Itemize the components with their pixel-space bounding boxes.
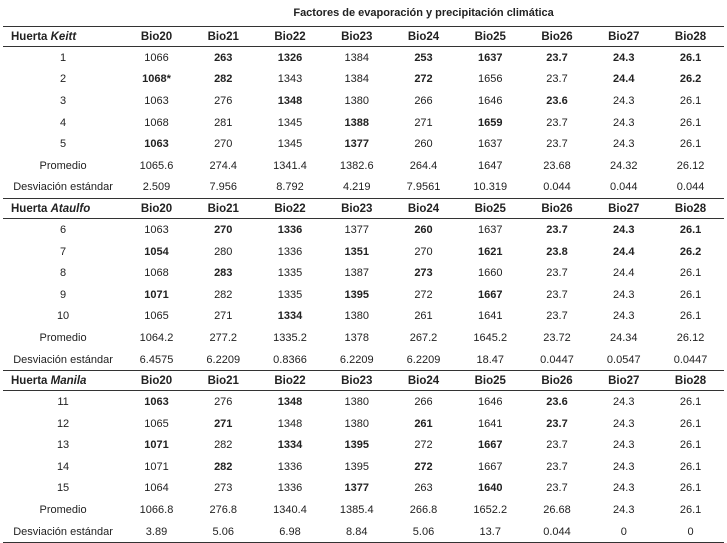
section-name-italic: Ataulfo (50, 202, 91, 215)
table-cell: 26.2 (679, 73, 702, 86)
table-cell: 276.8 (209, 504, 238, 517)
section-name-prefix: Huerta (11, 374, 51, 387)
table-cell: 23.7 (546, 138, 568, 151)
table-cell: 1063 (144, 94, 169, 107)
table-cell: 23.6 (546, 94, 568, 107)
table-row (3, 499, 724, 521)
table-cell: 8.792 (276, 181, 304, 194)
table-row (3, 306, 724, 328)
table-cell: 24.3 (613, 94, 635, 107)
column-header-bio25: Bio25 (457, 371, 524, 391)
table-cell: 26.1 (679, 504, 702, 517)
table-cell: 6.4575 (139, 353, 174, 366)
table-row (3, 112, 724, 134)
table-cell: 1377 (344, 223, 369, 236)
table-cell: 272 (414, 439, 433, 452)
table-cell: 0.8366 (273, 353, 307, 366)
table-cell: 24.4 (613, 73, 635, 86)
table-cell: 1377 (344, 138, 369, 151)
table-row (3, 69, 724, 91)
column-header-bio23: Bio23 (323, 27, 390, 47)
table-super-header (3, 0, 724, 27)
table-row (3, 262, 724, 284)
section-header-row (3, 371, 724, 391)
table-cell: 6.2209 (339, 353, 374, 366)
table-cell: 24.4 (613, 245, 635, 258)
table-cell: 1656 (478, 73, 503, 86)
table-cell: 0.0447 (540, 353, 574, 366)
table-cell: 1071 (144, 439, 169, 452)
table-cell: 263 (214, 51, 233, 64)
table-cell: 1646 (478, 396, 503, 409)
table-cell: 1348 (277, 94, 303, 107)
table-cell: 271 (214, 310, 233, 323)
column-header-bio22: Bio22 (257, 371, 324, 391)
table-cell: 272 (414, 460, 433, 473)
table-cell: 267.2 (409, 331, 438, 344)
column-header-bio23: Bio23 (323, 371, 390, 391)
table-cell: 0.044 (524, 521, 591, 543)
table-cell: 1645.2 (473, 331, 508, 344)
table-cell: 0.0547 (606, 353, 641, 366)
table-cell: 1384 (344, 51, 369, 64)
table-cell: 0 (657, 521, 724, 543)
table-cell: 253 (414, 51, 433, 64)
table-cell: 26.68 (543, 504, 571, 517)
table-cell: 1380 (344, 310, 369, 323)
table-cell: 7.956 (209, 181, 238, 194)
table-cell: 282 (214, 439, 233, 452)
table-cell: 261 (414, 310, 433, 323)
row-label: 5 (60, 138, 67, 151)
table-cell: 5.06 (390, 521, 457, 543)
table-cell: 24.3 (613, 288, 635, 301)
column-header-bio26: Bio26 (524, 27, 591, 47)
table-cell: 26.1 (679, 460, 702, 473)
table-cell: 1387 (344, 267, 369, 280)
section-name-prefix: Huerta (11, 202, 51, 215)
table-cell: 1385.4 (339, 504, 374, 517)
climate-factors-table (3, 0, 724, 543)
table-cell: 273 (214, 482, 233, 495)
table-cell: 26.1 (679, 116, 702, 129)
table-cell: 266 (414, 396, 433, 409)
table-row (3, 521, 724, 543)
table-row (3, 219, 724, 241)
table-cell: 23.7 (546, 116, 568, 129)
table-cell: 13.7 (457, 521, 524, 543)
table-cell: 1637 (478, 51, 503, 64)
table-cell: 270 (214, 138, 233, 151)
table-cell: 1395 (344, 288, 369, 301)
table-cell: 23.72 (543, 331, 571, 344)
table-cell: 23.7 (546, 73, 568, 86)
table-cell: 1345 (277, 138, 303, 151)
table-cell: 23.7 (546, 223, 568, 236)
table-cell: 24.3 (613, 504, 635, 517)
table-title: Factores de evaporación y precipitación climática (293, 7, 554, 19)
row-label: 1 (60, 51, 67, 64)
table-cell: 26.12 (676, 159, 705, 172)
table-cell: 1640 (478, 482, 503, 495)
table-cell: 1064 (144, 482, 169, 495)
table-cell: 23.68 (543, 159, 571, 172)
table-cell: 1384 (344, 73, 369, 86)
table-cell: 1336 (277, 460, 303, 473)
table-cell: 24.3 (613, 482, 635, 495)
column-header-bio21: Bio21 (190, 27, 257, 47)
table-row (3, 349, 724, 371)
table-row (3, 478, 724, 500)
table-cell: 26.1 (679, 417, 702, 430)
table-row (3, 413, 724, 435)
table-cell: 0.0447 (673, 353, 708, 366)
table-cell: 23.7 (546, 51, 568, 64)
table-row (3, 90, 724, 112)
row-label: Desviación estándar (13, 181, 113, 194)
table-cell: 1637 (478, 138, 503, 151)
column-header-bio28: Bio28 (657, 27, 724, 47)
table-cell: 1646 (478, 94, 503, 107)
table-cell: 1343 (277, 73, 303, 86)
table-cell: 8.84 (323, 521, 390, 543)
row-label: Desviación estándar (13, 353, 113, 366)
table-cell: 26.2 (679, 245, 702, 258)
table-cell: 1326 (277, 51, 303, 64)
table-cell: 280 (214, 245, 233, 258)
row-label: 6 (60, 223, 67, 236)
table-cell: 281 (214, 116, 233, 129)
column-header-bio21: Bio21 (190, 371, 257, 391)
table-cell: 10.319 (473, 181, 508, 194)
table-cell: 3.89 (123, 521, 190, 543)
table-cell: 266 (414, 94, 433, 107)
table-cell: 7.9561 (406, 181, 441, 194)
table-cell: 1071 (144, 288, 169, 301)
table-cell: 270 (414, 245, 433, 258)
row-label: 13 (56, 439, 70, 452)
table-cell: 23.7 (546, 460, 568, 473)
table-cell: 1395 (344, 439, 369, 452)
table-cell: 26.1 (679, 439, 702, 452)
column-header-bio27: Bio27 (590, 199, 657, 219)
table-cell: 23.7 (546, 310, 568, 323)
table-cell: 1066 (144, 51, 169, 64)
table-cell: 24.3 (613, 51, 635, 64)
row-label: Promedio (39, 331, 87, 344)
column-header-bio26: Bio26 (524, 199, 591, 219)
table-cell: 6.2209 (206, 353, 241, 366)
table-cell: 1637 (478, 223, 503, 236)
table-cell: 260 (414, 138, 433, 151)
table-cell: 1335 (277, 267, 303, 280)
table-cell: 23.7 (546, 288, 568, 301)
table-cell: 1659 (478, 116, 503, 129)
table-cell: 283 (214, 267, 233, 280)
column-header-bio26: Bio26 (524, 371, 591, 391)
table-cell: 1667 (478, 288, 503, 301)
table-cell: 1068 (144, 267, 169, 280)
table-cell: 26.1 (679, 310, 702, 323)
table-cell: 264.4 (409, 159, 438, 172)
table-cell: 18.47 (476, 353, 505, 366)
column-header-bio20: Bio20 (123, 27, 190, 47)
row-label: 8 (60, 267, 67, 280)
column-header-bio22: Bio22 (257, 199, 324, 219)
table-cell: 1064.2 (139, 331, 174, 344)
column-header-bio24: Bio24 (390, 27, 457, 47)
table-cell: 1380 (344, 417, 369, 430)
table-cell: 1395 (344, 460, 369, 473)
table-cell: 26.1 (679, 396, 702, 409)
table-cell: 273 (414, 267, 433, 280)
table-cell: 24.3 (613, 417, 635, 430)
row-label: 9 (60, 288, 67, 301)
column-header-bio25: Bio25 (457, 27, 524, 47)
table-cell: 23.6 (546, 396, 568, 409)
table-cell: 1382.6 (339, 159, 374, 172)
table-cell: 26.1 (679, 51, 702, 64)
row-label: Promedio (39, 504, 87, 517)
table-cell: 266.8 (409, 504, 438, 517)
section-name (3, 27, 123, 47)
table-row (3, 47, 724, 69)
table-cell: 1054 (144, 245, 169, 258)
table-cell: 23.7 (546, 267, 568, 280)
table-cell: 1065.6 (139, 159, 174, 172)
row-label: 2 (60, 73, 67, 86)
table-cell: 24.4 (613, 267, 635, 280)
table-cell: 270 (214, 223, 233, 236)
table-cell: 24.3 (613, 223, 635, 236)
table-cell: 260 (414, 223, 433, 236)
table-cell: 1652.2 (473, 504, 508, 517)
table-cell: 24.3 (613, 138, 635, 151)
table-cell: 24.3 (613, 310, 635, 323)
table-cell: 1388 (344, 116, 369, 129)
table-cell: 23.7 (546, 417, 568, 430)
table-cell: 1660 (478, 267, 503, 280)
table-cell: 2.509 (142, 181, 171, 194)
table-row (3, 327, 724, 349)
row-label: 3 (60, 94, 67, 107)
table-cell: 1335 (277, 288, 303, 301)
table-cell: 26.12 (676, 331, 705, 344)
table-cell: 282 (214, 73, 233, 86)
table-cell: 1348 (277, 396, 303, 409)
table-cell: 24.3 (613, 116, 635, 129)
table-cell: 277.2 (209, 331, 238, 344)
table-cell: 1340.4 (273, 504, 307, 517)
table-row (3, 435, 724, 457)
column-header-bio27: Bio27 (590, 27, 657, 47)
column-header-bio20: Bio20 (123, 371, 190, 391)
table-cell: 1380 (344, 94, 369, 107)
section-header-row (3, 199, 724, 219)
table-cell: 1378 (344, 331, 369, 344)
table-cell: 0 (590, 521, 657, 543)
table-cell: 282 (214, 460, 233, 473)
row-label: 15 (56, 482, 70, 495)
table-cell: 282 (214, 288, 233, 301)
table-cell: 23.7 (546, 439, 568, 452)
table-row (3, 133, 724, 155)
table-cell: 1071 (144, 460, 169, 473)
table-cell: 26.1 (679, 223, 702, 236)
table-cell: 1641 (478, 310, 503, 323)
column-header-bio20: Bio20 (123, 199, 190, 219)
table-cell: 1667 (478, 439, 503, 452)
table-cell: 0.044 (676, 181, 705, 194)
table-cell: 26.1 (679, 267, 702, 280)
column-header-bio23: Bio23 (323, 199, 390, 219)
table-cell: 1063 (144, 138, 169, 151)
table-cell: 1351 (344, 245, 369, 258)
table-cell: 1336 (277, 245, 303, 258)
section-name (3, 371, 123, 391)
table-cell: 1380 (344, 396, 369, 409)
row-label: 12 (56, 417, 70, 430)
table-cell: 261 (414, 417, 433, 430)
column-header-bio28: Bio28 (657, 371, 724, 391)
table-cell: 23.8 (546, 245, 568, 258)
table-cell: 24.34 (609, 331, 638, 344)
column-header-bio21: Bio21 (190, 199, 257, 219)
table-cell: 1068* (142, 73, 171, 86)
table-cell: 24.3 (613, 396, 635, 409)
column-header-bio25: Bio25 (457, 199, 524, 219)
column-header-bio24: Bio24 (390, 371, 457, 391)
table-cell: 6.2209 (406, 353, 441, 366)
table-cell: 24.3 (613, 439, 635, 452)
table-cell: 1065 (144, 310, 169, 323)
empty-corner-cell (3, 0, 123, 27)
table-cell: 1335.2 (273, 331, 307, 344)
table-cell: 1621 (478, 245, 503, 258)
table-cell: 1334 (277, 439, 303, 452)
column-header-bio22: Bio22 (257, 27, 324, 47)
row-label: 7 (60, 245, 67, 258)
section-name-prefix: Huerta (11, 30, 51, 43)
table-cell: 1063 (144, 396, 169, 409)
table-cell: 4.219 (342, 181, 371, 194)
table-cell: 1063 (144, 223, 169, 236)
column-header-bio28: Bio28 (657, 199, 724, 219)
section-name (3, 199, 123, 219)
table-cell: 1345 (277, 116, 303, 129)
table-cell: 1348 (277, 417, 303, 430)
table-cell: 1341.4 (273, 159, 307, 172)
table-row (3, 456, 724, 478)
table-cell: 1641 (478, 417, 503, 430)
table-cell: 274.4 (209, 159, 238, 172)
table-cell: 24.3 (613, 460, 635, 473)
table-cell: 26.1 (679, 288, 702, 301)
table-row (3, 391, 724, 413)
table-cell: 26.1 (679, 138, 702, 151)
table-cell: 1065 (144, 417, 169, 430)
table-cell: 1066.8 (139, 504, 174, 517)
section-name-italic: Manila (50, 374, 87, 387)
table-cell: 276 (214, 94, 233, 107)
table-cell: 0.044 (543, 181, 571, 194)
table-cell: 263 (414, 482, 433, 495)
table-cell: 5.06 (190, 521, 257, 543)
table-cell: 271 (414, 116, 433, 129)
table-cell: 1336 (277, 223, 303, 236)
table-cell: 1336 (277, 482, 303, 495)
table-cell: 26.1 (679, 482, 702, 495)
row-label: 10 (56, 310, 70, 323)
table-cell: 23.7 (546, 482, 568, 495)
table-cell: 1068 (144, 116, 169, 129)
table-cell: 6.98 (257, 521, 324, 543)
table-cell: 1667 (478, 460, 503, 473)
table-cell: 276 (214, 396, 233, 409)
table-cell: 1647 (478, 159, 503, 172)
row-label: Promedio (39, 159, 87, 172)
table-row (3, 284, 724, 306)
row-label: 11 (57, 396, 69, 409)
table-row (3, 177, 724, 199)
row-label: 14 (56, 460, 70, 473)
table-row (3, 241, 724, 263)
table-cell: 1334 (277, 310, 303, 323)
column-header-bio27: Bio27 (590, 371, 657, 391)
section-header-row (3, 27, 724, 47)
row-label: 4 (60, 116, 67, 129)
table-cell: 1377 (344, 482, 369, 495)
table-cell: 24.32 (609, 159, 638, 172)
table-cell: 272 (414, 288, 433, 301)
table-cell: 0.044 (609, 181, 638, 194)
column-header-bio24: Bio24 (390, 199, 457, 219)
section-name-italic: Keitt (50, 30, 77, 43)
table-cell: 272 (414, 73, 433, 86)
table-cell: 26.1 (679, 94, 702, 107)
table-cell: 271 (214, 417, 233, 430)
row-label: Desviación estándar (3, 521, 123, 543)
table-row (3, 155, 724, 177)
